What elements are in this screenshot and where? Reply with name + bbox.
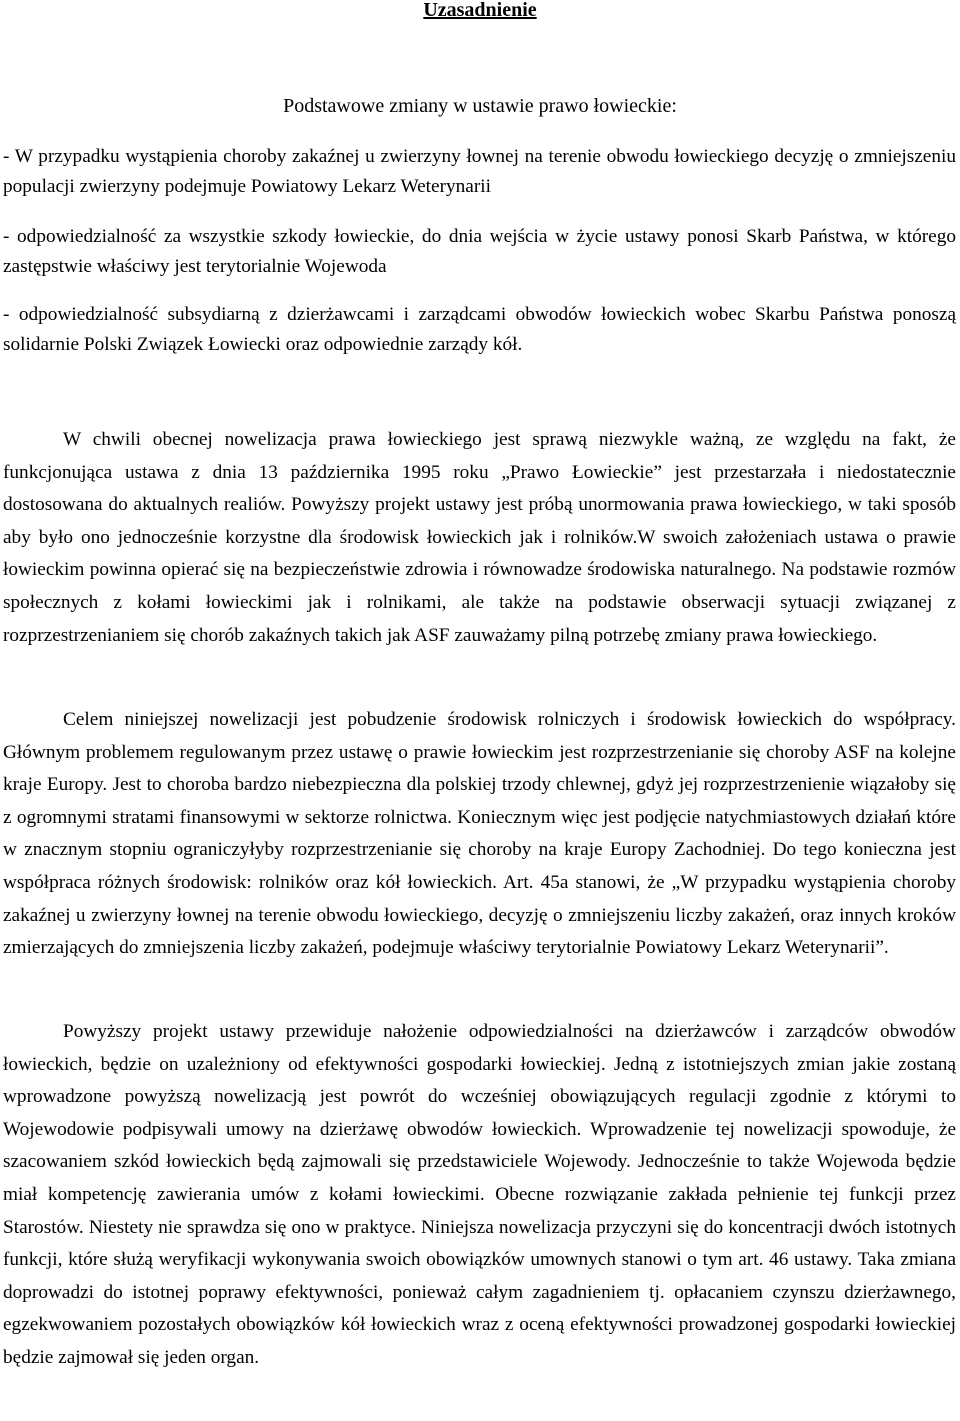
change-point-1: - W przypadku wystąpienia choroby zakaźnej u zwierzyny łownej na terenie obwodu łowieckiego decyzję o zmniejszeniu populacji zwierzyny podejmuje Powiatowy Lekarz Weterynarii (3, 146, 956, 197)
document-title: Uzasadnienie (423, 0, 537, 21)
change-point-2: - odpowiedzialność za wszystkie szkody łowieckie, do dnia wejścia w życie ustawy ponosi Skarb Państwa, w którego zastępstwie właściwy jest terytorialnie Wojewoda (3, 226, 956, 277)
paragraph-2: Celem niniejszej nowelizacji jest pobudzenie środowisk rolniczych i środowisk łowieckich do współpracy. Głównym problemem regulowanym przez ustawę o prawie łowieckim jest rozprzestrzenianie się choroby ASF na kolejne kraje Europy. Jest to choroba bardzo niebezpieczna dla polskiej trzody chlewnej, gdyż jej rozprzestrzenienie wiązałoby się z ogromnymi stratami finansowymi w sektorze rolnictwa. Koniecznym więc jest podjęcie natychmiastowych działań które w znacznym stopniu ograniczyłyby rozprzestrzenianie się choroby na kraje Europy Zachodniej. Do tego konieczna jest współpraca różnych środowisk: rolników oraz kół łowieckich. Art. 45a stanowi, że „W przypadku wystąpienia choroby zakaźnej u zwierzyny łownej na terenie obwodu łowieckiego, decyzję o zmniejszeniu liczby zakażeń, oraz innych kroków zmierzających do zmniejszenia liczby zakażeń, podejmuje właściwy terytorialnie Powiatowy Lekarz Weterynarii”. (3, 709, 956, 959)
change-point-3: - odpowiedzialność subsydiarną z dzierżawcami i zarządcami obwodów łowieckich wobec Skarbu Państwa ponoszą solidarnie Polski Związek Łowiecki oraz odpowiednie zarządy kół. (3, 304, 956, 355)
document-subtitle: Podstawowe zmiany w ustawie prawo łowieckie: (283, 95, 677, 117)
paragraph-3: Powyższy projekt ustawy przewiduje nałożenie odpowiedzialności na dzierżawców i zarządców obwodów łowieckich, będzie on uzależniony od efektywności gospodarki łowieckiej. Jedną z istotniejszych zmian jakie zostaną wprowadzone powyższą nowelizacją jest powrót do wcześniej obowiązujących regulacji zgodnie z którymi to Wojewodowie podpisywali umowy na dzierżawę obwodów łowieckich. Wprowadzenie tej nowelizacji spowoduje, że szacowaniem szkód łowieckich będą zajmowali się przedstawiciele Wojewody. Jednocześnie to także Wojewoda będzie miał kompetencję zawierania umów z kołami łowieckimi. Obecne rozwiązanie zakłada pełnienie tej funkcji przez Starostów. Niestety nie sprawdza się ono w praktyce. Niniejsza nowelizacja przyczyni się do koncentracji dwóch istotnych funkcji, które służą weryfikacji wykonywania swoich obowiązków umownych stanowi o tym art. 46 ustawy. Taka zmiana doprowadzi do istotnej poprawy efektywności, ponieważ całym zagadnieniem tj. opłacaniem czynszu dzierżawnego, egzekwowaniem pozostałych obowiązków kół łowieckich wraz z oceną efektywności prowadzonej gospodarki łowieckiej będzie zajmował się jeden organ. (3, 1021, 956, 1368)
paragraph-1: W chwili obecnej nowelizacja prawa łowieckiego jest sprawą niezwykle ważną, ze względu na fakt, że funkcjonująca ustawa z dnia 13 października 1995 roku „Prawo Łowieckie” jest przestarzała i niedostatecznie dostosowana do aktualnych realiów. Powyższy projekt ustawy jest próbą unormowania prawa łowieckiego, w taki sposób aby było ono jednocześnie korzystne dla środowisk łowieckich jak i rolników.W swoich założeniach ustawa o prawie łowieckim powinna opierać się na bezpieczeństwie zdrowia i równowadze środowiska naturalnego. Na podstawie rozmów społecznych z kołami łowieckimi jak i rolnikami, ale także na podstawie obserwacji sytuacji związanej z rozprzestrzenianiem się chorób zakaźnych takich jak ASF zauważamy pilną potrzebę zmiany prawa łowieckiego. (3, 429, 956, 646)
